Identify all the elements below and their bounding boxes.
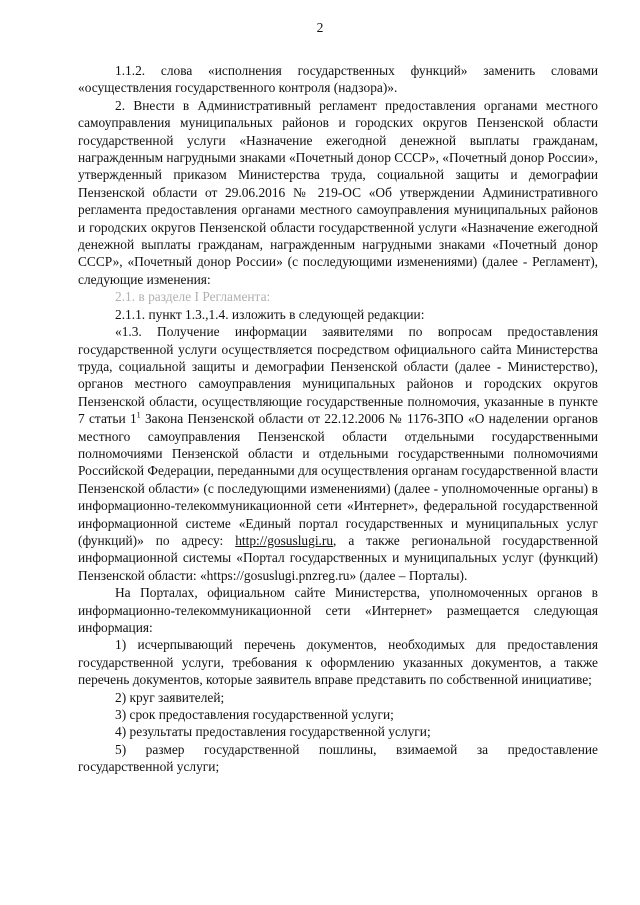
document-body: [78, 62, 598, 776]
list-item-3: 3) срок предоставления государственной услуги;: [115, 707, 394, 723]
paragraph-1-3-text-after: , а также региональной государственной информационной системы «Портал государственных и муниципальных услуг (функций) Пензенской области: «https://gosuslugi.pnzreg.ru» (далее – Порталы).: [78, 532, 598, 583]
list-item-2: 2) круг заявителей;: [115, 689, 225, 705]
paragraph-portals-info: На Порталах, официальном сайте Министерства, уполномоченных органов в информационно-телекоммуникационной сети «Интернет» размещается следующая информация:: [78, 585, 598, 635]
paragraph-1-3-text-middle: Закона Пензенской области от 22.12.2006 № 1176-ЗПО «О наделении органов местного самоуправления Пензенской области отдельными государственными полномочиями Пензенской области и отдельными государственными полномочиями Российской Федерации, переданными для осуществления органам государственной власти Пензенской области» (с последующими изменениями) (далее - уполномоченные органы) в информационно-телекоммуникационной сети «Интернет», федеральной государственной информационной системе «Единый портал государственных и муниципальных услуг (функций)» по адресу:: [78, 411, 598, 548]
paragraph-2-amendment-intro: 2. Внести в Административный регламент предоставления органами местного самоуправления муниципальных районов и городских округов Пензенской области государственной услуги «Назначение ежегодной денежной выплаты гражданам, награжденным нагрудными знаками «Почетный донор СССР», «Почетный донор России», утвержденный приказом Министерства труда, социальной защиты и демографии Пензенской области от 29.06.2016 № 219-ОС «Об утверждении Административного регламента предоставления органами местного самоуправления муниципальных районов и городских округов Пензенской области государственной услуги «Назначение ежегодной денежной выплаты гражданам, награжденным нагрудными знаками «Почетный донор СССР», «Почетный донор России» (с последующими изменениями) (далее - Регламент), следующие изменения:: [78, 97, 599, 287]
paragraph-1-3: [78, 323, 598, 584]
gosuslugi-link[interactable]: http://gosuslugi.ru: [235, 532, 334, 548]
list-item-1: 1) исчерпывающий перечень документов, необходимых для предоставления государственной услуги, требования к оформлению указанных документов, а также перечень документов, которые заявитель вправе представить по собственной инициативе;: [78, 637, 598, 688]
paragraph-1-1-2: 1.1.2. слова «исполнения государственных функций» заменить словами «осуществления государственного контроля (надзора)».: [78, 63, 598, 96]
page-number: 2: [316, 20, 324, 35]
list-item-5: 5) размер государственной пошлины, взимаемой за предоставление государственной услуги;: [78, 741, 598, 775]
paragraph-2-1-section-heading: 2.1. в разделе I Регламента:: [115, 289, 271, 305]
article-superscript: 1: [136, 410, 141, 420]
list-item-4: 4) результаты предоставления государственной услуги;: [115, 724, 431, 740]
paragraph-1-3-text-before: «1.3. Получение информации заявителями по вопросам предоставления государственной услуги осуществляется посредством официального сайта Министерства труда, социальной защиты и демографии Пензенской области (далее - Министерство), органов местного самоуправления муниципальных районов и городских округов Пензенской области, осуществляющие государственные полномочия, указанные в пункте 7 статьи 1: [78, 324, 598, 427]
paragraph-2-1-1: 2.1.1. пункт 1.3.,1.4. изложить в следующей редакции:: [115, 306, 425, 322]
